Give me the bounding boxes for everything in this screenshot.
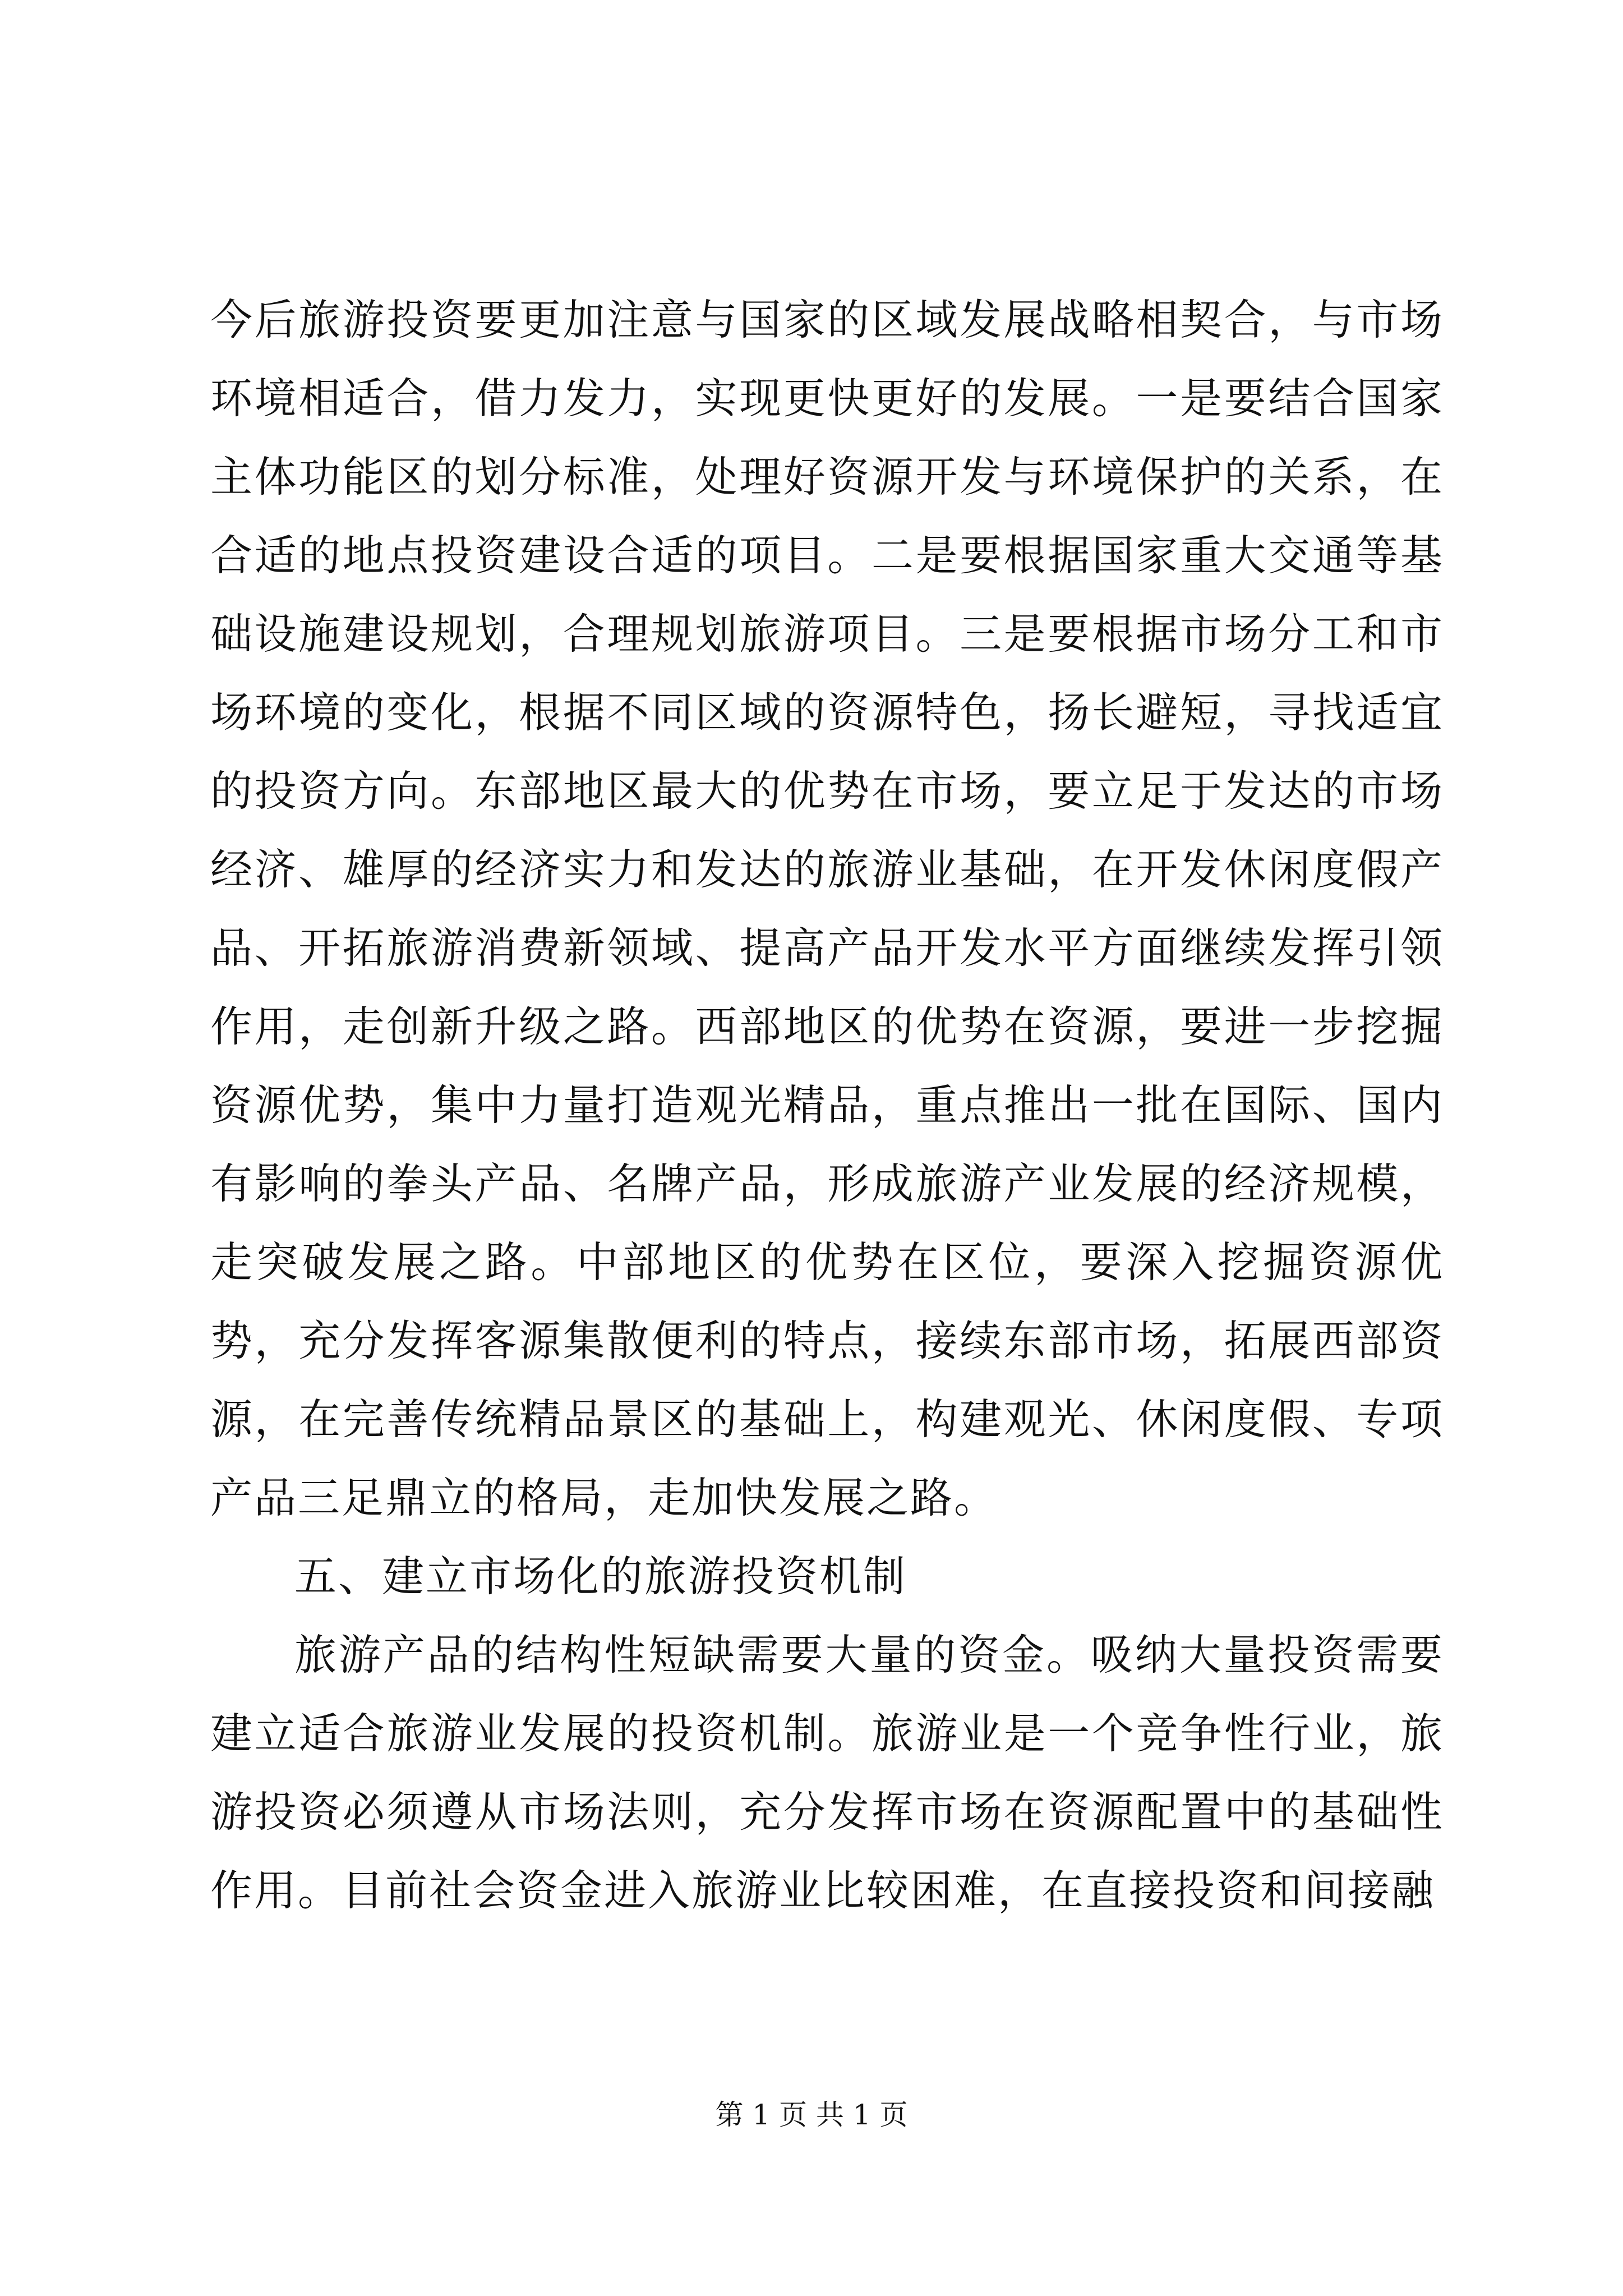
body-paragraph: 今后旅游投资要更加注意与国家的区域发展战略相契合，与市场环境相适合，借力发力，实现更快更好的发展。一是要结合国家主体功能区的划分标准，处理好资源开发与环境保护的关系，在合适的地点投资建设合适的项目。二是要根据国家重大交通等基础设施建设规划，合理规划旅游项目。三是要根据市场分工和市场环境的变化，根据不同区域的资源特色，扬长避短，寻找适宜的投资方向。东部地区最大的优势在市场，要立足于发达的市场经济、雄厚的经济实力和发达的旅游业基础，在开发休闲度假产品、开拓旅游消费新领域、提高产品开发水平方面继续发挥引领作用，走创新升级之路。西部地区的优势在资源，要进一步挖掘资源优势，集中力量打造观光精品，重点推出一批在国际、国内有影响的拳头产品、名牌产品，形成旅游产业发展的经济规模，走突破发展之路。中部地区的优势在区位，要深入挖掘资源优势，充分发挥客源集散便利的特点，接续东部市场，拓展西部资源，在完善传统精品景区的基础上，构建观光、休闲度假、专项产品三足鼎立的格局，走加快发展之路。 bbox=[210, 295, 1444, 1522]
page-footer: 第 1 页 共 1 页 bbox=[715, 2099, 908, 2131]
body-paragraph: 旅游产品的结构性短缺需要大量的资金。吸纳大量投资需要建立适合旅游业发展的投资机制。旅游业是一个竞争性行业，旅游投资必须遵从市场法则，充分发挥市场在资源配置中的基础性作用。目前社会资金进入旅游业比较困难，在直接投资和间接融 bbox=[210, 1630, 1444, 1915]
document-body bbox=[210, 280, 1444, 1930]
section-heading: 五、建立市场化的旅游投资机制 bbox=[294, 1552, 907, 1601]
